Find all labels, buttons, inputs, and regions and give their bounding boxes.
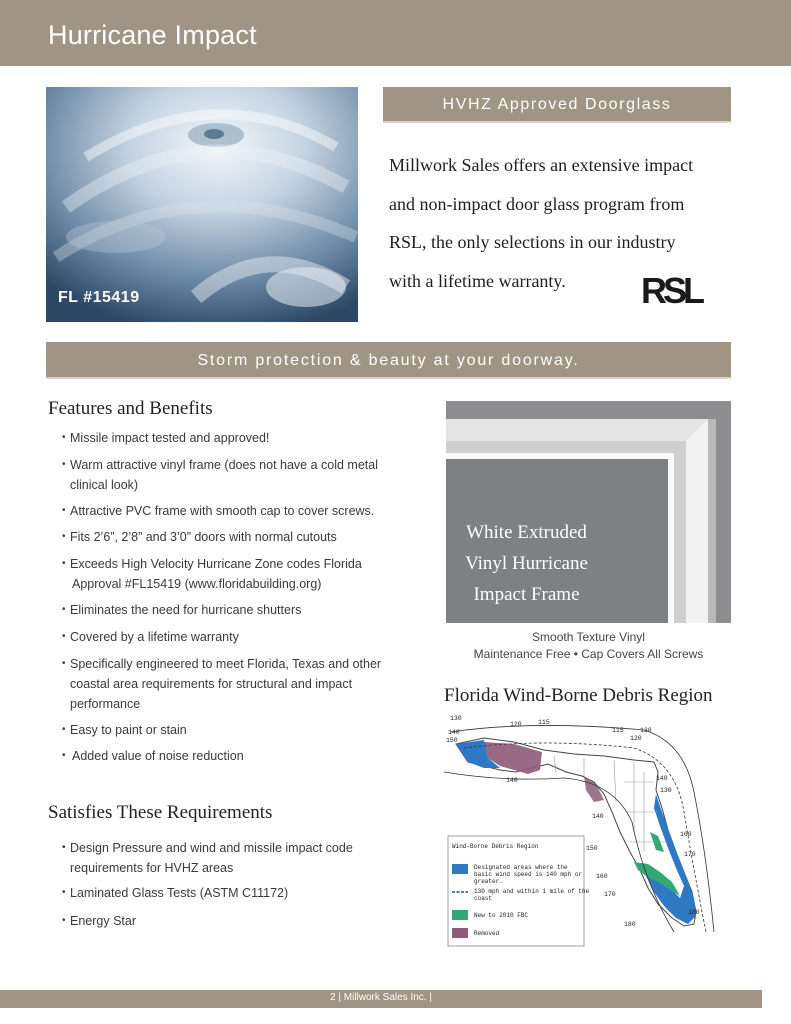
legend-item: basic wind speed is 140 mph or [474,871,583,878]
frame-label-line: White Extruded [466,522,587,543]
list-item: • Specifically engineered to meet Florida, Texas and other coastal area requirements for structural and impact performance [62,657,382,711]
contour-label: 150 [446,737,458,744]
list-item: • Laminated Glass Tests (ASTM C11172) [62,886,289,900]
list-item: • Easy to paint or stain [62,723,187,737]
florida-wind-map [444,712,736,966]
features-list [62,428,402,773]
map-legend [448,836,590,946]
page-title: Hurricane Impact [48,20,257,50]
contour-label: 140 [506,777,518,784]
legend-title: Wind-Borne Debris Region [452,843,539,850]
contour-label: 140 [656,775,668,782]
hero-caption: FL #15419 [58,289,140,306]
intro-line: with a lifetime warranty. [389,270,566,291]
contour-label: 130 [450,715,462,722]
hurricane-photo [46,87,358,322]
contour-label: 170 [684,851,696,858]
hurricane-image [46,87,358,322]
contour-label: 130 [640,727,652,734]
list-item: • Energy Star [62,914,137,928]
frame-caption: Maintenance Free • Cap Covers All Screws [473,647,704,661]
rsl-logo [641,271,705,307]
contour-label: 170 [604,891,616,898]
rsl-logo-text: RSL [641,271,701,307]
contour-label: 130 [660,787,672,794]
contour-label: 140 [448,729,460,736]
frame-caption: Smooth Texture Vinyl [532,630,645,644]
list-item: • Attractive PVC frame with smooth cap to cover screws. [62,504,375,518]
satisfies-list [62,838,402,938]
list-item: • Eliminates the need for hurricane shutters [62,603,302,617]
frame-label-line: Vinyl Hurricane [465,553,588,574]
list-item: • Design Pressure and wind and missile impact code requirements for HVHZ areas [62,841,353,875]
frame-label-line: Impact Frame [473,584,580,605]
map-title: Florida Wind-Borne Debris Region [444,685,713,706]
satisfies-heading: Satisfies These Requirements [48,802,273,823]
contour-label: 160 [680,831,692,838]
contour-label: 140 [592,813,604,820]
contour-label: 120 [630,735,642,742]
hvhz-banner: HVHZ Approved Doorglass [383,87,731,123]
contour-label: 180 [688,909,700,916]
legend-item: Designated areas where the [474,864,568,871]
legend-item: Removed [474,930,500,937]
list-item: • Added value of noise reduction [62,749,244,763]
intro-line: RSL, the only selections in our industry [389,232,676,252]
contour-label: 180 [624,921,636,928]
legend-item: New to 2010 FBC [474,912,529,919]
list-item: • Covered by a lifetime warranty [62,630,239,644]
legend-item: coast [474,895,493,902]
storm-banner: Storm protection & beauty at your doorway. [46,342,731,379]
contour-label: 115 [612,727,624,734]
contour-label: 150 [586,845,598,852]
contour-label: 115 [538,719,550,726]
list-item: • Warm attractive vinyl frame (does not have a cold metal clinical look) [62,458,378,492]
list-item: • Fits 2’6”, 2’8” and 3’0” doors with normal cutouts [62,530,337,544]
intro-line: Millwork Sales offers an extensive impact [389,155,694,175]
contour-label: 120 [510,721,522,728]
list-item: • Missile impact tested and approved! [62,431,270,445]
legend-item: 130 mph and within 1 mile of the [474,888,590,895]
contour-label: 160 [596,873,608,880]
intro-line: and non-impact door glass program from [389,193,685,214]
list-item: • Exceeds High Velocity Hurricane Zone codes Florida Approval #FL15419 (www.floridabuilding.org) [62,557,362,591]
legend-item: greater. [474,878,503,885]
footer-text: 2 | Millwork Sales Inc. | [330,992,432,1003]
features-heading: Features and Benefits [48,398,213,419]
